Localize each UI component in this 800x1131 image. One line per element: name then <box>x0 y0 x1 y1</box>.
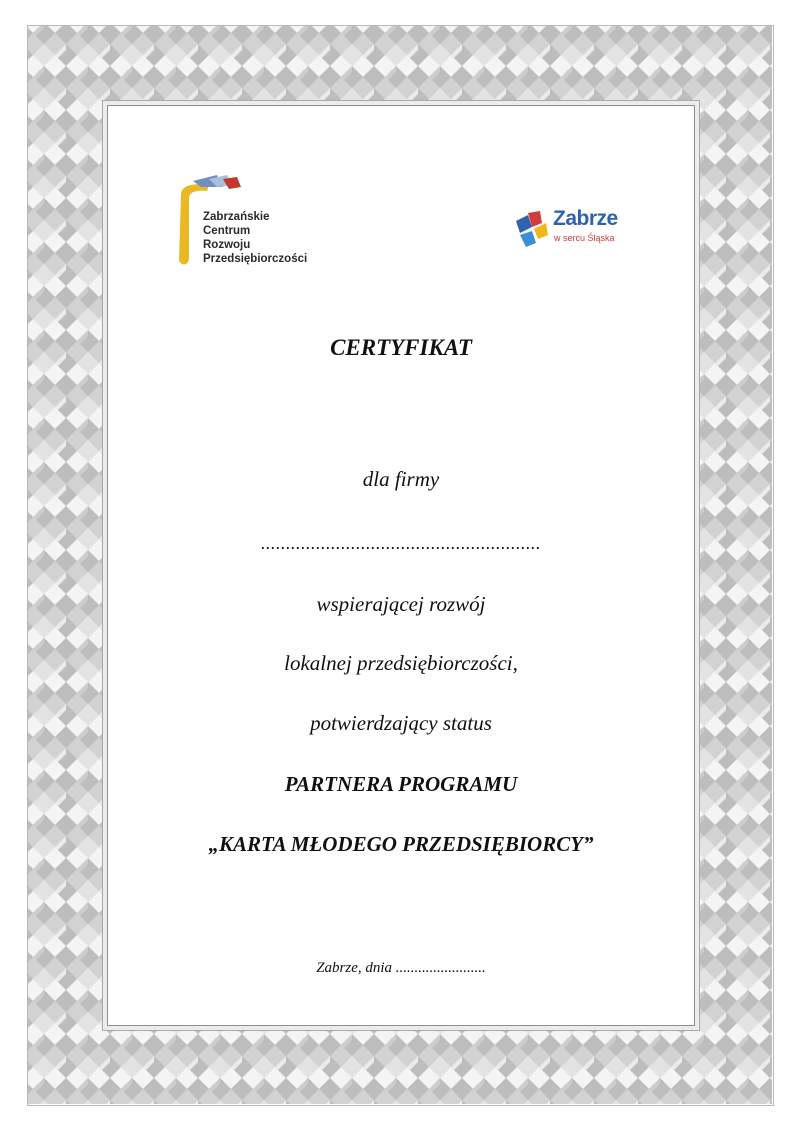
entrepreneurship-line: lokalnej przedsiębiorczości, <box>284 651 518 675</box>
supporting-line: wspierającej rozwój <box>316 592 486 616</box>
certificate-content <box>107 105 695 1026</box>
zcrp-name <box>203 210 307 266</box>
certificate-title: CERTYFIKAT <box>330 335 472 360</box>
zcrp-line-1: Zabrzańskie <box>203 211 270 223</box>
partner-heading: PARTNERA PROGRAMU <box>284 772 518 796</box>
zcrp-line-3: Rozwoju <box>203 239 251 251</box>
status-line: potwierdzający status <box>310 711 492 735</box>
zabrze-name: Zabrze <box>553 207 618 230</box>
zcrp-line-4: Przedsiębiorczości <box>203 253 308 265</box>
zabrze-tagline: w sercu Śląska <box>554 233 615 243</box>
for-company-label: dla firmy <box>362 467 440 491</box>
company-name-placeholder: ........................................................ <box>261 533 541 553</box>
zcrp-logo <box>171 175 321 275</box>
program-name: „KARTA MŁODEGO PRZEDSIĘBIORCY” <box>208 832 594 856</box>
date-line: Zabrze, dnia ........................ <box>316 960 486 976</box>
zabrze-heart-icon <box>512 209 552 249</box>
zabrze-logo <box>512 205 632 255</box>
zcrp-line-2: Centrum <box>203 225 251 237</box>
